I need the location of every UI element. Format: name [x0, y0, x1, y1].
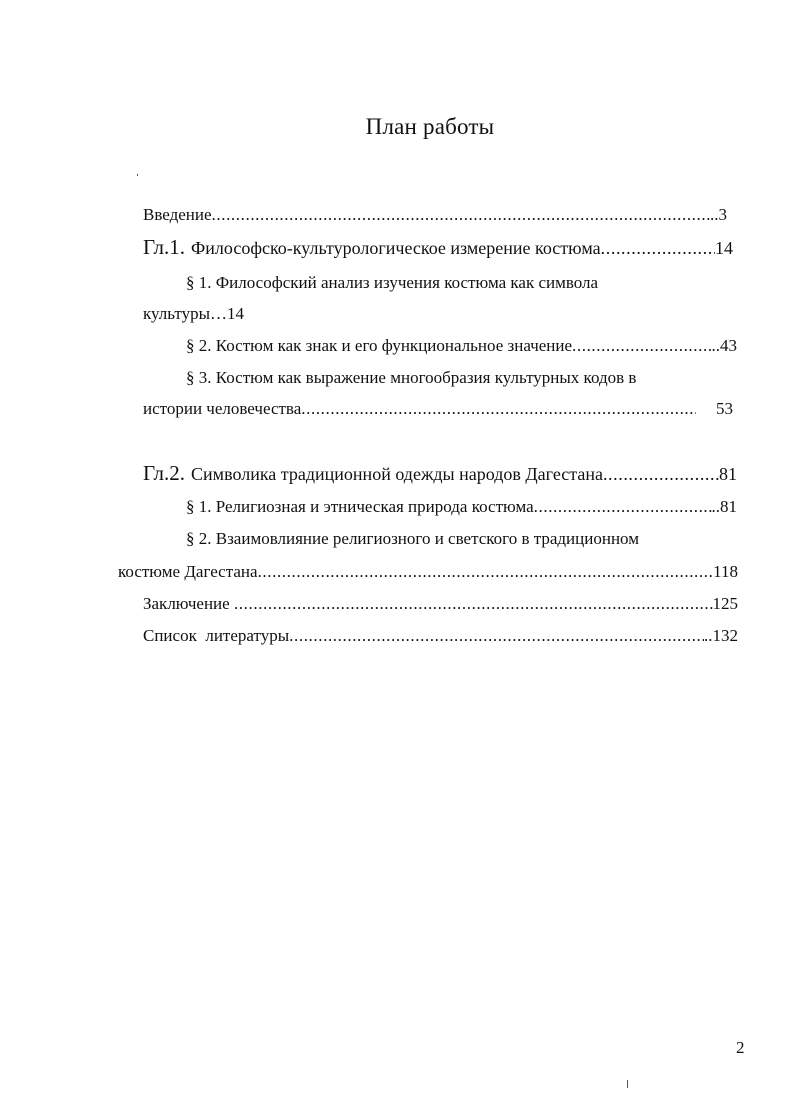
- toc-page: 81: [719, 464, 737, 484]
- toc-entry-references: [143, 625, 738, 647]
- toc-page: 118: [713, 562, 738, 581]
- toc-leader: [234, 593, 713, 615]
- toc-label: § 1. Религиозная и этническая природа костюма: [186, 497, 534, 516]
- toc-entry-ch1-section-3-line2: [143, 398, 733, 420]
- toc-leader: [534, 496, 712, 518]
- toc-leader: [289, 625, 704, 647]
- toc-label: § 2. Костюм как знак и его функциональное значение: [186, 336, 573, 355]
- page-number: 2: [736, 1038, 745, 1057]
- toc-page: ..43: [711, 336, 737, 355]
- toc-page: 125: [712, 594, 738, 613]
- toc-page: ..132: [704, 626, 738, 645]
- toc-label: Список литературы: [143, 626, 290, 645]
- toc-leader: [301, 398, 696, 420]
- toc-page: ..3: [710, 205, 727, 224]
- page-title: План работы: [365, 114, 495, 139]
- toc-leader: [212, 204, 710, 226]
- toc-entry-conclusion: [143, 593, 738, 615]
- toc-page: ..81: [711, 497, 737, 516]
- toc-label: Философско-культурологическое измерение костюма: [191, 238, 601, 258]
- toc-entry-ch1-section-1-line2: культуры…14: [143, 304, 244, 323]
- toc-entry-intro: [143, 204, 727, 226]
- scan-speck: [137, 174, 138, 176]
- toc-entry-ch1-section-2: [186, 335, 737, 357]
- toc-label: Введение: [143, 205, 212, 224]
- toc-entry-ch2-section-2-line1: § 2. Взаимовлияние религиозного и светского в традиционном: [186, 529, 639, 548]
- toc-page: 14: [715, 238, 733, 258]
- toc-leader: [603, 463, 719, 485]
- toc-leader: [258, 561, 714, 583]
- toc-leader: [601, 237, 715, 259]
- toc-entry-ch1-section-3-line1: § 3. Костюм как выражение многообразия культурных кодов в: [186, 368, 637, 387]
- scan-speck: [627, 1080, 628, 1088]
- toc-chapter-prefix: Гл.1.: [143, 235, 186, 259]
- toc-entry-chapter-1: [143, 236, 733, 259]
- toc-entry-ch2-section-2-line2: [118, 561, 738, 583]
- toc-entry-chapter-2: [143, 462, 737, 485]
- toc-chapter-prefix: Гл.2.: [143, 461, 186, 485]
- toc-page: 53: [716, 399, 733, 418]
- toc-leader: [572, 335, 711, 357]
- toc-label: истории человечества: [143, 399, 302, 418]
- toc-entry-ch2-section-1: [186, 496, 737, 518]
- toc-label: Заключение: [143, 594, 234, 613]
- toc-entry-ch1-section-1-line1: § 1. Философский анализ изучения костюма как символа: [186, 273, 599, 292]
- toc-label: костюме Дагестана: [118, 562, 258, 581]
- toc-label: Символика традиционной одежды народов Дагестана: [191, 464, 603, 484]
